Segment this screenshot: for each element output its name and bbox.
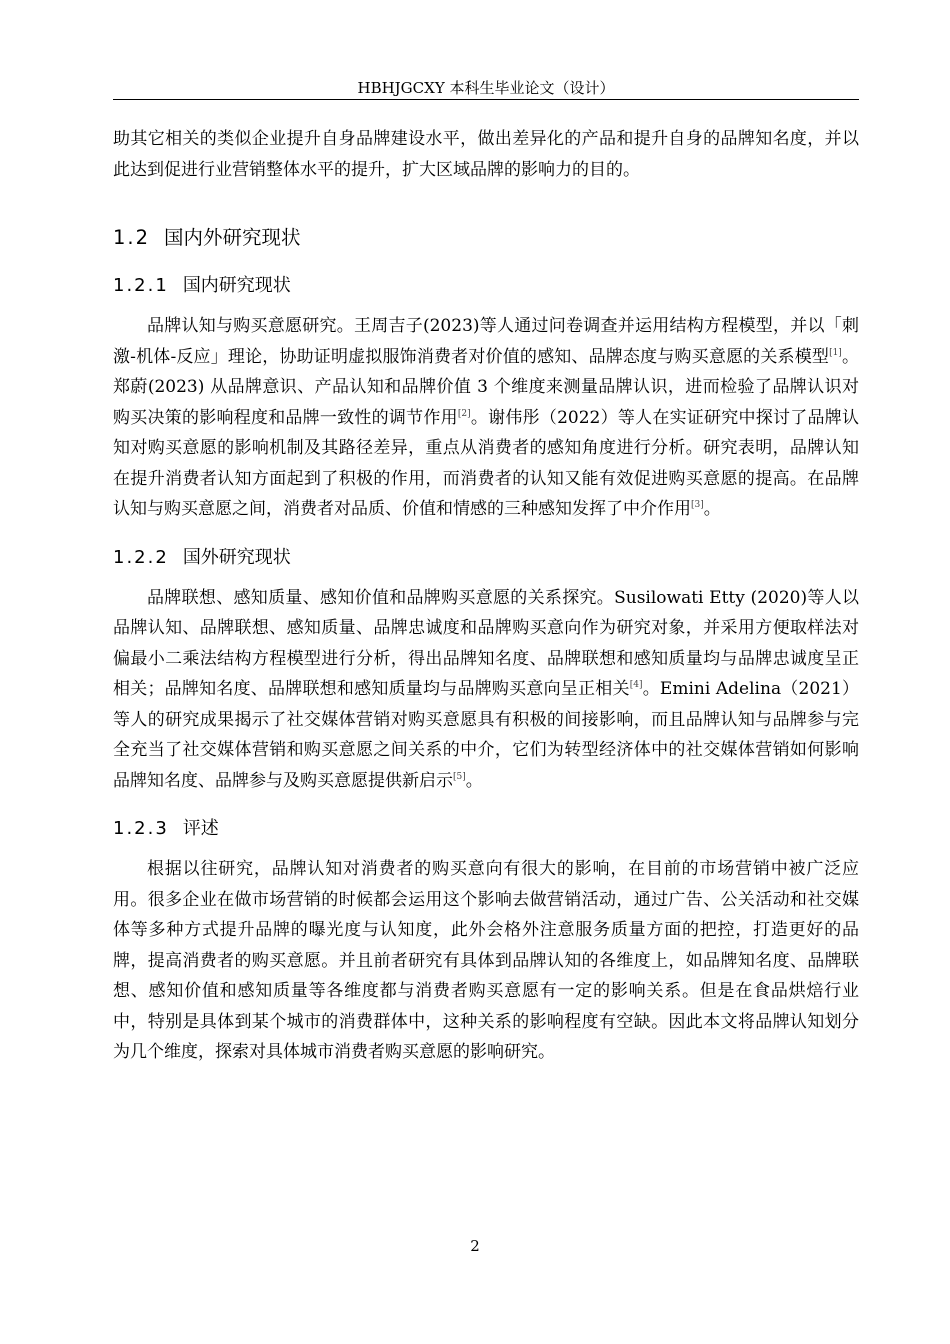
subsection-title: 评述 (182, 818, 219, 839)
section-number: 1.2 (113, 226, 151, 249)
subsection-number: 1.2.1 (113, 275, 169, 296)
running-header: HBHJGCXY 本科生毕业论文（设计） (357, 79, 615, 97)
section-heading-1-2 (113, 223, 859, 253)
section-title: 国内外研究现状 (164, 226, 301, 249)
subsection-title: 国外研究现状 (182, 546, 291, 568)
citation-4[interactable]: [4] (629, 680, 643, 690)
subsection-number: 1.2.3 (113, 818, 169, 839)
subsection-heading-1-2-1 (113, 271, 859, 301)
citation-3[interactable]: [3] (691, 500, 704, 510)
domestic-research-paragraph: 品牌认知与购买意愿研究。王周吉子(2023)等人通过问卷调查并运用结构方程模型，并以「刺激-机体-反应」理论，协助证明虚拟服饰消费者对价值的感知、品牌态度与购买意愿的关系模型[1]。郑蔚(2023) 从品牌意识、产品认知和品牌价值 3 个维度来测量品牌认识，进而检验了品牌认识对购买决策的影响程度和品牌一致性的调节作用[2]。谢伟彤（2022）等人在实证研究中探讨了品牌认知对购买意愿的影响机制及其路径差异，重点从消费者的感知角度进行分析。研究表明，品牌认知在提升消费者认知方面起到了积极的作用，而消费者的认知又能有效促进购买意愿的提高。在品牌认知与购买意愿之间，消费者对品质、价值和情感的三种感知发挥了中介作用[3]。 (113, 316, 860, 519)
subsection-heading-1-2-3 (113, 814, 859, 844)
subsection-title: 国内研究现状 (182, 275, 291, 296)
subsection-heading-1-2-2 (113, 543, 859, 573)
header-rule (113, 99, 859, 100)
citation-5[interactable]: [5] (453, 771, 466, 782)
citation-1[interactable]: [1] (829, 347, 842, 358)
intro-paragraph: 助其它相关的类似企业提升自身品牌建设水平，做出差异化的产品和提升自身的品牌知名度，并以此达到促进行业营销整体水平的提升，扩大区域品牌的影响力的目的。 (113, 129, 859, 180)
review-paragraph: 根据以往研究，品牌认知对消费者的购买意向有很大的影响，在目前的市场营销中被广泛应用。很多企业在做市场营销的时候都会运用这个影响去做营销活动，通过广告、公关活动和社交媒体等多种方式提升品牌的曝光度与认知度，此外会格外注意服务质量方面的把控，打造更好的品牌，提高消费者的购买意愿。并且前者研究有具体到品牌认知的各维度上，如品牌知名度、品牌联想、感知价值和感知质量等各维度都与消费者购买意愿有一定的影响关系。但是在食品烘焙行业中，特别是具体到某个城市的消费群体中，这种关系的影响程度有空缺。因此本文将品牌认知划分为几个维度，探索对具体城市消费者购买意愿的影响研究。 (113, 859, 859, 1062)
foreign-research-paragraph: 品牌联想、感知质量、感知价值和品牌购买意愿的关系探究。Susilowati Etty (2020)等人以品牌认知、品牌联想、感知质量、品牌忠诚度和品牌购买意向作为研究对象，并采用方便取样法对偏最小二乘法结构方程模型进行分析，得出品牌知名度、品牌联想和感知质量均与品牌忠诚度呈正相关；品牌知名度、品牌联想和感知质量均与品牌购买意向呈正相关[4]。Emini Adelina（2021）等人的研究成果揭示了社交媒体营销对购买意愿具有积极的间接影响，而且品牌认知与品牌参与完全充当了社交媒体营销和购买意愿之间关系的中介，它们为转型经济体中的社交媒体营销如何影响品牌知名度、品牌参与及购买意愿提供新启示[5]。 (113, 587, 860, 791)
subsection-number: 1.2.2 (113, 546, 169, 568)
page-body (113, 124, 859, 1068)
page-number: 2 (470, 1237, 480, 1255)
citation-2[interactable]: [2] (457, 408, 471, 419)
